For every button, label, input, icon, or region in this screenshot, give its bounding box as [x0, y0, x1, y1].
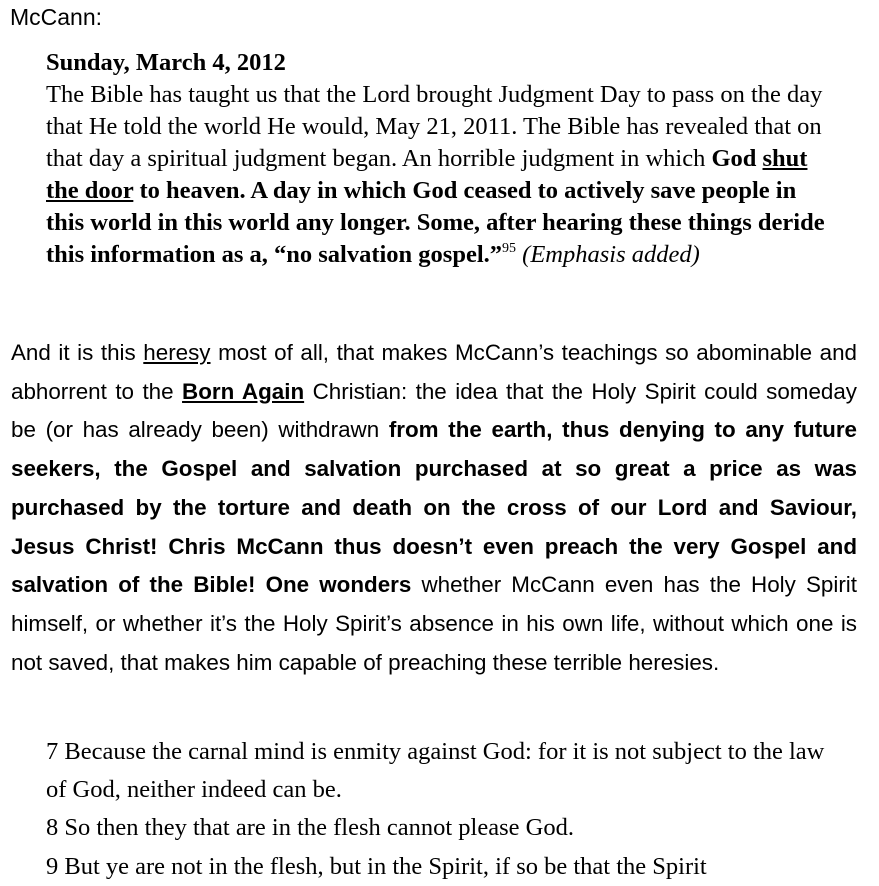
verse-7: 7 Because the carnal mind is enmity against God: for it is not subject to the law of God, neither indeed can be. [46, 738, 825, 804]
paragraph-text: most of all, that makes McCann’s teachings so abominable and abhorrent to the [11, 340, 857, 404]
emphasis-note: (Emphasis added) [516, 241, 700, 268]
paragraph-text: Christian: the idea that the Holy Spirit could someday be (or has already been) withdrawn [11, 378, 857, 443]
quote-bold-text: to heaven. A day in which God ceased to actively save people in this world in this world any longer. Some, after hearing these things deride this information as a, “no salvation gospel.” [46, 177, 825, 268]
bold-passage: from the earth, thus denying to any future seekers, the Gospel and salvation purchased at so great a price as was purchased by the torture and death on the cross of our Lord and Saviour, Jesus Christ! Chris McCann thus doesn’t even preach the very Gospel and salvation of the Bible! One wonders [11, 417, 857, 598]
paragraph-text: And it is this [11, 340, 144, 365]
footnote-ref: 95 [502, 241, 517, 256]
bold-underlined-phrase: Born Again [182, 378, 305, 404]
quote-text: The Bible has taught us that the Lord brought Judgment Day to pass on the day that He told the world He would, May 21, 2011. The Bible has revealed that on that day a spiritual judgment began. An horrible judgment in which [46, 81, 823, 172]
quote-date: Sunday, March 4, 2012 [46, 49, 286, 76]
commentary-paragraph [11, 334, 857, 682]
quote-underlined-phrase: shut the door [46, 145, 808, 204]
verse-8: 8 So then they that are in the flesh cannot please God. [46, 814, 574, 842]
verse-9: 9 But ye are not in the flesh, but in the Spirit, if so be that the Spirit [46, 852, 707, 880]
underlined-word: heresy [143, 340, 211, 365]
paragraph-text: whether McCann even has the Holy Spirit himself, or whether it’s the Holy Spirit’s absence in his own life, without which one is not saved, that makes him capable of preaching these terrible heresies. [11, 572, 857, 675]
block-quote [46, 47, 836, 271]
quote-bold-text: God [711, 145, 763, 172]
quote-body [46, 79, 836, 271]
intro-label: McCann: [10, 4, 103, 30]
scripture-verses [46, 733, 836, 886]
